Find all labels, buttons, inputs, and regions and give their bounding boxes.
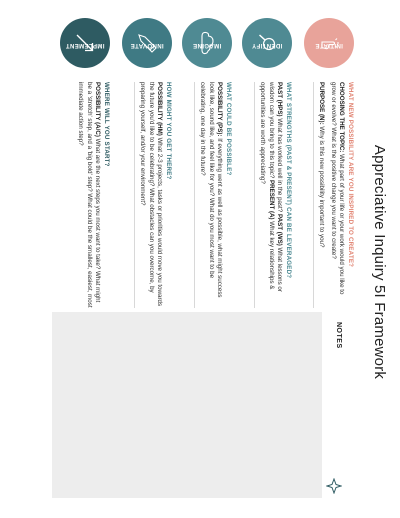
stage-question: WHAT COULD BE POSSIBLE? xyxy=(225,82,232,176)
stage-question: WHAT STRENGTHS (PAST & PRESENT) CAN BE LEVERAGED? xyxy=(285,82,292,279)
stage-label: IDENTIFY xyxy=(251,42,283,48)
stage-label: IMAGINE xyxy=(192,42,222,48)
term: PURPOSE (N): xyxy=(318,82,326,125)
stage-content xyxy=(310,82,354,308)
stage-content xyxy=(73,82,110,308)
stage-question: WHERE WILL YOU START? xyxy=(103,82,110,167)
term: CHOOSING THE TOPIC: xyxy=(337,82,345,153)
notes-area[interactable] xyxy=(52,312,322,498)
stage-label: INNOVATE xyxy=(130,42,164,48)
stage-paragraph xyxy=(328,82,344,308)
stage-content xyxy=(131,82,172,308)
text: What are the next steps you most want to take? What might be a 'stretch' step, and a 'big bold' step? What could be the smallest, easiest, most immediate action step? xyxy=(77,82,101,308)
initiate-circle xyxy=(304,18,354,68)
text: Why is this new possibility important to you? xyxy=(318,124,326,248)
implement-circle xyxy=(60,18,110,68)
text: What part of your life or your work would you like to grow or evolve? What is the positive change you want to create? xyxy=(329,82,345,295)
term: POSSIBILITY (A/C) xyxy=(93,82,101,137)
innovate-circle xyxy=(122,18,172,68)
page-title: Appreciative Inquiry 5I Framework xyxy=(371,144,388,380)
term: POSSIBILITY (HM) xyxy=(155,82,163,136)
stage-paragraph xyxy=(258,82,283,308)
divider xyxy=(254,82,255,308)
divider xyxy=(313,82,314,308)
text: What has worked well in the past? xyxy=(275,116,283,214)
stage-paragraph xyxy=(76,82,101,308)
term: PAST (WS) xyxy=(275,213,283,246)
stage-paragraph xyxy=(317,82,325,308)
divider xyxy=(134,82,135,308)
divider xyxy=(194,82,195,308)
stage-question: HOW MIGHT YOU GET THERE? xyxy=(165,82,172,180)
stage-question: WHAT NEW POSSIBILITY ARE YOU INSPIRED TO CREATE? xyxy=(347,82,354,268)
term: PRESENT (A) xyxy=(267,180,275,220)
leaf-logo-icon xyxy=(326,478,342,494)
text: What key relationships & opportunities are worth appreciating? xyxy=(259,82,275,290)
term: PAST (HPS) xyxy=(275,82,283,117)
imagine-circle xyxy=(182,18,232,68)
text: What lessons or wisdom can you bring to this topic? xyxy=(267,82,283,292)
text: If everything went as well as possible, what might success look like, sound like, and feel like for you? What do you most want to be celebrating, one day in the future? xyxy=(199,82,223,298)
term: POSSIBILITY (PS): xyxy=(215,82,223,137)
stage-content xyxy=(191,82,232,308)
stage-paragraph xyxy=(138,82,163,308)
text: What 2-3 projects, tasks or priorities would move you towards the future you'd like to be celebrating? What obstacles can you overcome, by preparing yourself, and/or your environment? xyxy=(139,82,163,307)
stage-label: IMPLEMENT xyxy=(65,42,105,48)
identify-circle xyxy=(242,18,292,68)
notes-label: NOTES xyxy=(335,322,342,349)
stage-paragraph xyxy=(198,82,223,308)
stage-label: INITIATE xyxy=(315,42,343,48)
stage-content xyxy=(251,82,292,308)
